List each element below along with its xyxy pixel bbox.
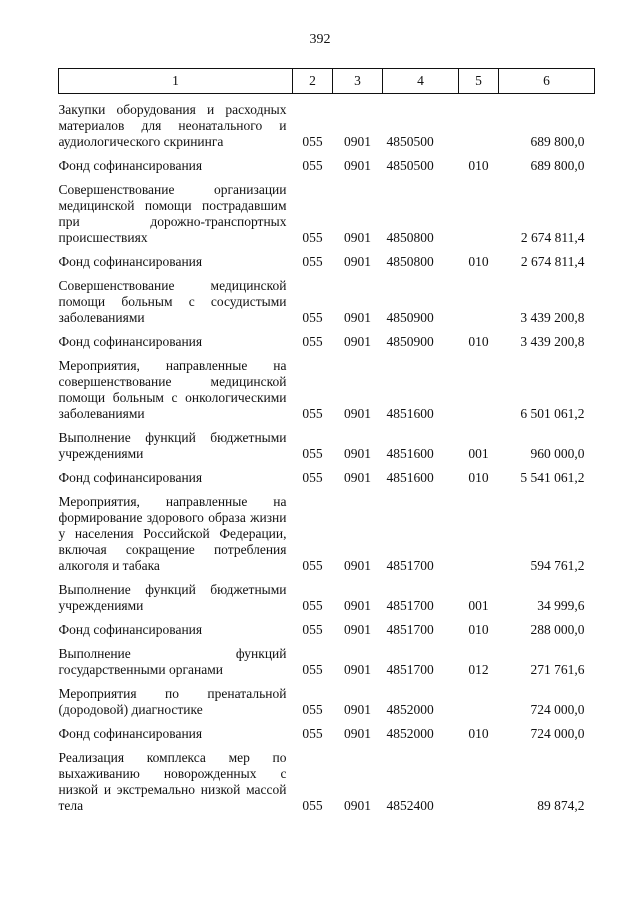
row-code-2: 055 bbox=[302, 254, 323, 269]
row-code-3: 0901 bbox=[344, 598, 371, 613]
row-spacer-cell bbox=[59, 678, 595, 686]
row-spacer bbox=[59, 574, 595, 582]
row-code-4: 4850500 bbox=[386, 134, 434, 149]
row-code-3: 0901 bbox=[344, 134, 371, 149]
row-name: Реализация комплекса мер по выхаживанию новорожденных с низкой и экстремально низкой массой тела bbox=[58, 750, 287, 813]
row-spacer bbox=[59, 174, 595, 182]
row-code-3: 0901 bbox=[344, 470, 371, 485]
row-code-2: 055 bbox=[302, 470, 323, 485]
row-name: Совершенствование организации медицинской помощи пострадавшим при дорожно-транспортных происшествиях bbox=[58, 182, 287, 245]
row-spacer bbox=[59, 94, 595, 103]
row-spacer bbox=[59, 326, 595, 334]
row-code-5: 010 bbox=[468, 622, 489, 637]
header-cell-4: 4 bbox=[383, 69, 459, 94]
table-row bbox=[59, 582, 595, 614]
row-amount: 689 800,0 bbox=[530, 134, 585, 149]
header-cell-1: 1 bbox=[59, 69, 293, 94]
row-code-2: 055 bbox=[302, 134, 323, 149]
row-code-5 bbox=[459, 358, 499, 422]
row-code-5: 010 bbox=[468, 254, 489, 269]
row-code-2: 055 bbox=[302, 702, 323, 717]
row-spacer-cell bbox=[59, 638, 595, 646]
table-row bbox=[59, 646, 595, 678]
table-row bbox=[59, 430, 595, 462]
row-code-2: 055 bbox=[302, 622, 323, 637]
row-code-5: 010 bbox=[468, 158, 489, 173]
table-row bbox=[59, 726, 595, 742]
header-cell-5: 5 bbox=[459, 69, 499, 94]
row-amount: 271 761,6 bbox=[530, 662, 585, 677]
row-code-4: 4850500 bbox=[386, 158, 434, 173]
row-spacer bbox=[59, 678, 595, 686]
row-code-5 bbox=[459, 182, 499, 246]
row-code-2: 055 bbox=[302, 662, 323, 677]
row-code-4: 4851700 bbox=[386, 598, 434, 613]
row-amount: 2 674 811,4 bbox=[520, 254, 585, 269]
row-spacer bbox=[59, 638, 595, 646]
row-code-3: 0901 bbox=[344, 334, 371, 349]
row-code-2: 055 bbox=[302, 446, 323, 461]
row-code-4: 4851600 bbox=[386, 446, 434, 461]
row-name: Фонд софинансирования bbox=[58, 254, 203, 269]
row-amount: 5 541 061,2 bbox=[520, 470, 585, 485]
table-row bbox=[59, 750, 595, 814]
row-code-5: 010 bbox=[468, 334, 489, 349]
header-cell-6: 6 bbox=[499, 69, 595, 94]
row-code-2: 055 bbox=[302, 406, 323, 421]
row-code-5: 010 bbox=[468, 726, 489, 741]
row-name: Фонд софинансирования bbox=[58, 158, 203, 173]
row-code-4: 4851700 bbox=[386, 558, 434, 573]
table-row bbox=[59, 102, 595, 150]
row-spacer-cell bbox=[59, 270, 595, 278]
row-spacer bbox=[59, 614, 595, 622]
row-name: Выполнение функций бюджетными учреждениями bbox=[58, 430, 287, 461]
row-code-5: 012 bbox=[468, 662, 489, 677]
row-code-5: 001 bbox=[468, 598, 489, 613]
row-code-4: 4851700 bbox=[386, 622, 434, 637]
row-spacer bbox=[59, 350, 595, 358]
row-code-3: 0901 bbox=[344, 158, 371, 173]
row-code-4: 4852000 bbox=[386, 702, 434, 717]
row-name: Совершенствование медицинской помощи больным с сосудистыми заболеваниями bbox=[58, 278, 287, 325]
table-row bbox=[59, 182, 595, 246]
row-code-3: 0901 bbox=[344, 310, 371, 325]
row-code-4: 4850800 bbox=[386, 230, 434, 245]
row-amount: 288 000,0 bbox=[530, 622, 585, 637]
table-body bbox=[59, 94, 595, 815]
row-name: Фонд софинансирования bbox=[58, 470, 203, 485]
row-spacer-cell bbox=[59, 246, 595, 254]
row-code-5 bbox=[459, 686, 499, 718]
row-code-5 bbox=[459, 750, 499, 814]
row-spacer-cell bbox=[59, 742, 595, 750]
row-amount: 34 999,6 bbox=[537, 598, 585, 613]
row-code-3: 0901 bbox=[344, 406, 371, 421]
row-spacer bbox=[59, 718, 595, 726]
row-code-3: 0901 bbox=[344, 726, 371, 741]
table-row bbox=[59, 158, 595, 174]
row-code-3: 0901 bbox=[344, 558, 371, 573]
row-amount: 89 874,2 bbox=[537, 798, 585, 813]
row-amount: 6 501 061,2 bbox=[520, 406, 585, 421]
row-name: Мероприятия, направленные на формирование здорового образа жизни у населения Российской Федерации, включая сокращение потребления алкоголя и табака bbox=[58, 494, 287, 573]
header-cell-3: 3 bbox=[333, 69, 383, 94]
row-code-4: 4850900 bbox=[386, 310, 434, 325]
row-amount: 689 800,0 bbox=[530, 158, 585, 173]
table-row bbox=[59, 622, 595, 638]
row-spacer-cell bbox=[59, 422, 595, 430]
table-row bbox=[59, 470, 595, 486]
row-spacer bbox=[59, 422, 595, 430]
row-code-4: 4851600 bbox=[386, 470, 434, 485]
row-amount: 594 761,2 bbox=[530, 558, 585, 573]
row-spacer-cell bbox=[59, 486, 595, 494]
row-amount: 724 000,0 bbox=[530, 702, 585, 717]
row-spacer bbox=[59, 742, 595, 750]
budget-table bbox=[58, 68, 595, 814]
row-code-2: 055 bbox=[302, 310, 323, 325]
row-code-3: 0901 bbox=[344, 702, 371, 717]
row-code-3: 0901 bbox=[344, 798, 371, 813]
row-code-3: 0901 bbox=[344, 622, 371, 637]
header-cell-2: 2 bbox=[293, 69, 333, 94]
row-code-2: 055 bbox=[302, 334, 323, 349]
table-row bbox=[59, 254, 595, 270]
row-name: Мероприятия по пренатальной (дородовой) диагностике bbox=[58, 686, 287, 717]
row-name: Фонд софинансирования bbox=[58, 622, 203, 637]
row-code-2: 055 bbox=[302, 558, 323, 573]
row-code-2: 055 bbox=[302, 726, 323, 741]
row-amount: 960 000,0 bbox=[530, 446, 585, 461]
row-code-4: 4851700 bbox=[386, 662, 434, 677]
row-code-4: 4850800 bbox=[386, 254, 434, 269]
row-spacer-cell bbox=[59, 462, 595, 470]
row-code-3: 0901 bbox=[344, 662, 371, 677]
row-spacer bbox=[59, 150, 595, 158]
row-amount: 3 439 200,8 bbox=[520, 310, 585, 325]
row-spacer-cell bbox=[59, 174, 595, 182]
row-amount: 3 439 200,8 bbox=[520, 334, 585, 349]
row-code-5 bbox=[459, 278, 499, 326]
row-spacer bbox=[59, 246, 595, 254]
row-code-3: 0901 bbox=[344, 254, 371, 269]
row-spacer bbox=[59, 462, 595, 470]
row-name: Фонд софинансирования bbox=[58, 726, 203, 741]
row-spacer-cell bbox=[59, 574, 595, 582]
row-code-3: 0901 bbox=[344, 446, 371, 461]
row-spacer-cell bbox=[59, 614, 595, 622]
row-code-5 bbox=[459, 102, 499, 150]
row-spacer-cell bbox=[59, 350, 595, 358]
row-code-5: 010 bbox=[468, 470, 489, 485]
row-code-2: 055 bbox=[302, 798, 323, 813]
table-row bbox=[59, 278, 595, 326]
table-row bbox=[59, 358, 595, 422]
row-name: Выполнение функций государственными органами bbox=[58, 646, 287, 677]
row-code-4: 4851600 bbox=[386, 406, 434, 421]
row-name: Выполнение функций бюджетными учреждениями bbox=[58, 582, 287, 613]
page-number: 392 bbox=[309, 32, 331, 47]
row-spacer bbox=[59, 270, 595, 278]
row-amount: 724 000,0 bbox=[530, 726, 585, 741]
row-code-2: 055 bbox=[302, 230, 323, 245]
row-code-5 bbox=[459, 494, 499, 574]
row-name: Мероприятия, направленные на совершенствование медицинской помощи больным с онкологическими заболеваниями bbox=[58, 358, 287, 421]
row-amount: 2 674 811,4 bbox=[520, 230, 585, 245]
row-spacer bbox=[59, 486, 595, 494]
header-row bbox=[59, 69, 595, 94]
row-spacer-cell bbox=[59, 718, 595, 726]
table-row bbox=[59, 494, 595, 574]
row-code-4: 4852000 bbox=[386, 726, 434, 741]
table-row bbox=[59, 334, 595, 350]
row-spacer-cell bbox=[59, 150, 595, 158]
row-spacer-cell bbox=[59, 326, 595, 334]
row-code-2: 055 bbox=[302, 158, 323, 173]
row-code-4: 4850900 bbox=[386, 334, 434, 349]
row-code-3: 0901 bbox=[344, 230, 371, 245]
row-code-2: 055 bbox=[302, 598, 323, 613]
table-row bbox=[59, 686, 595, 718]
row-code-4: 4852400 bbox=[386, 798, 434, 813]
row-name: Фонд софинансирования bbox=[58, 334, 203, 349]
row-name: Закупки оборудования и расходных материалов для неонатального и аудиологического скрининга bbox=[58, 102, 287, 149]
row-code-5: 001 bbox=[468, 446, 489, 461]
row-spacer-cell bbox=[59, 94, 595, 103]
